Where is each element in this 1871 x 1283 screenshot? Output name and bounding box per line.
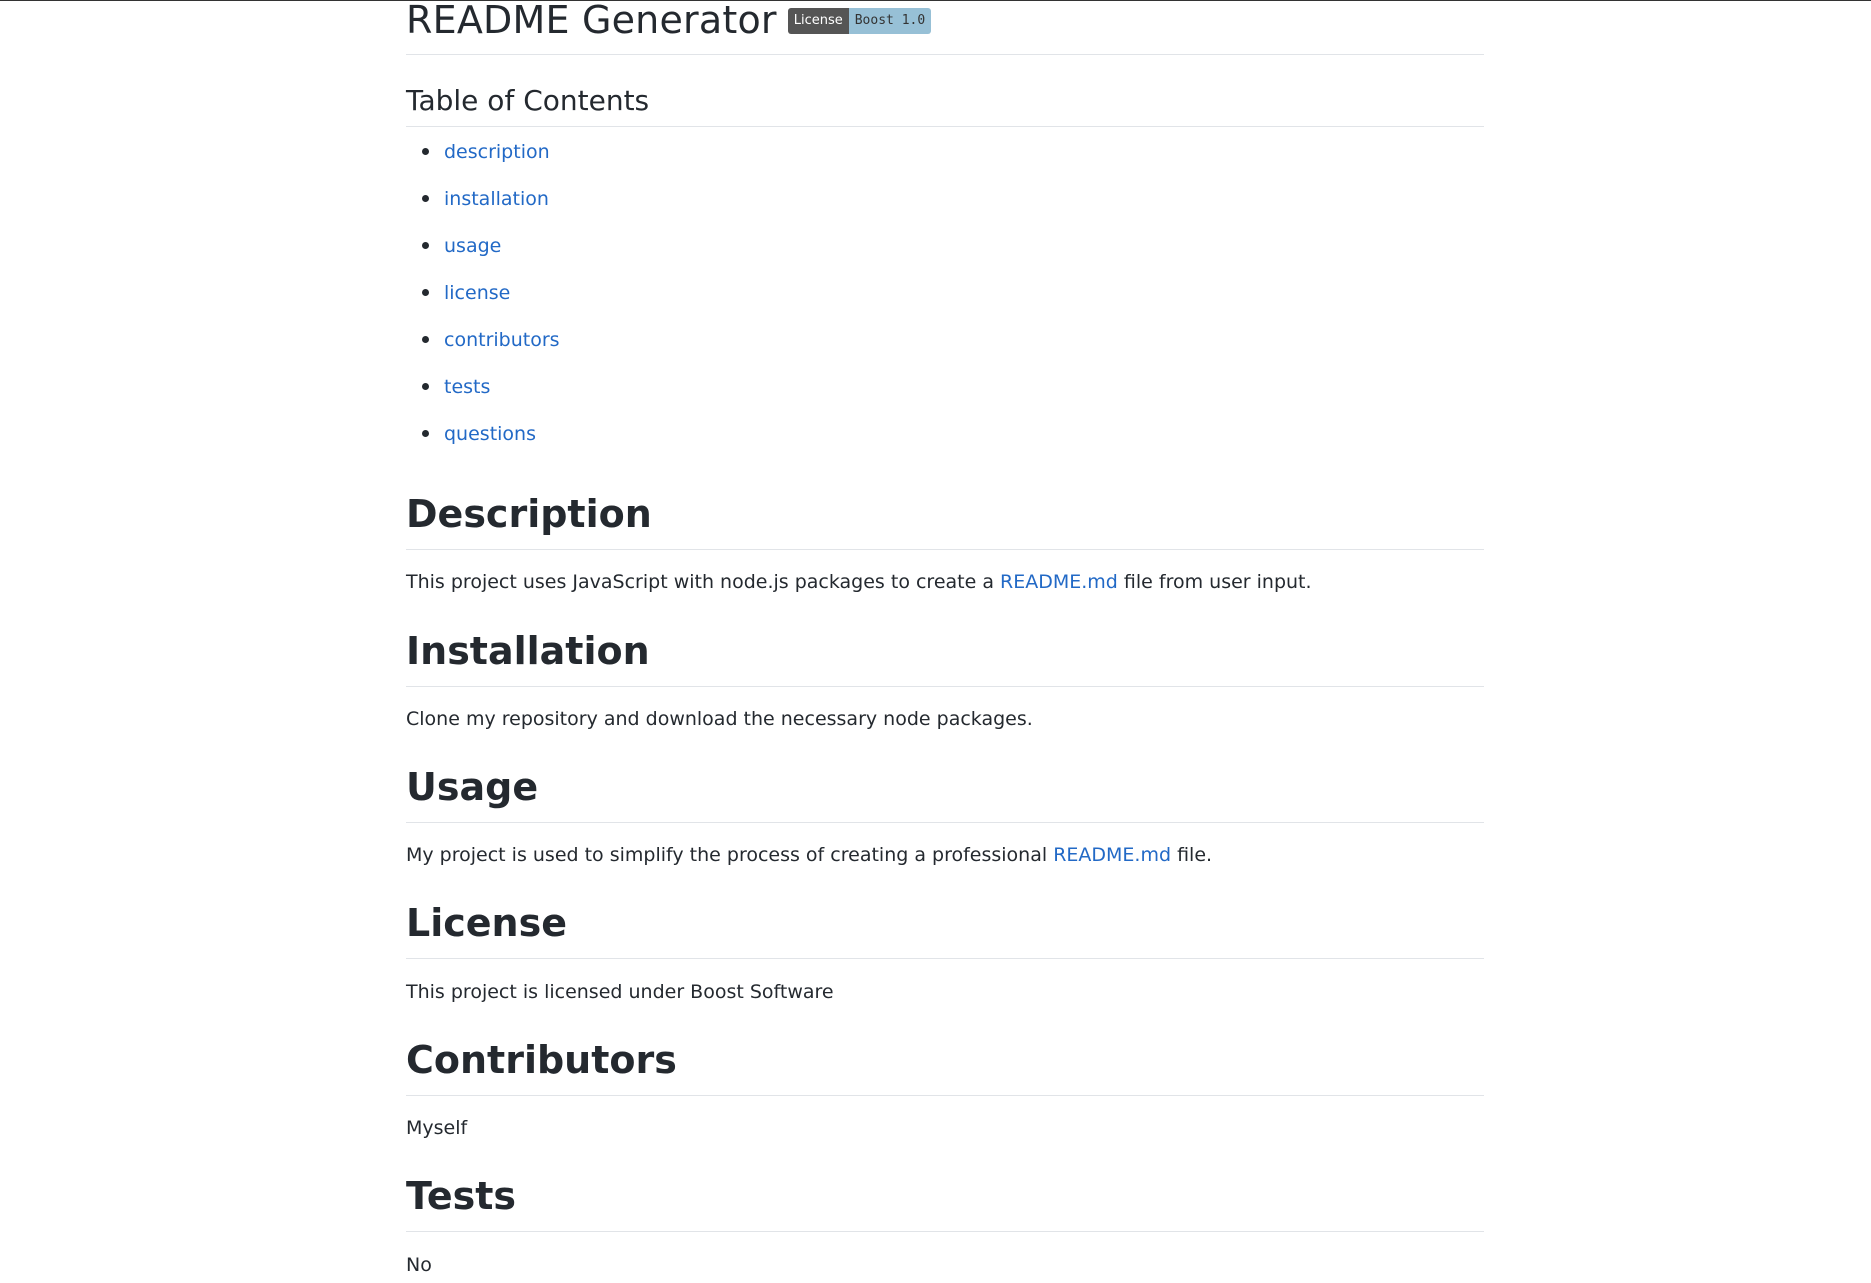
- toc-heading: Table of Contents: [406, 84, 1484, 127]
- contributors-text: Myself: [406, 1117, 468, 1139]
- usage-text: [406, 843, 1212, 867]
- tests-heading: Tests: [406, 1173, 1484, 1232]
- toc-link-contributors[interactable]: contributors: [444, 329, 560, 351]
- page-title: README Generator: [406, 0, 777, 42]
- toc-item-description: [406, 140, 560, 187]
- contributors-heading: Contributors: [406, 1037, 1484, 1096]
- readme-link[interactable]: README.md: [1000, 571, 1118, 593]
- description-text: [406, 570, 1312, 594]
- toc-link-description[interactable]: description: [444, 141, 550, 163]
- license-badge[interactable]: [788, 8, 931, 34]
- toc-item-usage: [406, 234, 560, 281]
- license-badge-value: Boost 1.0: [849, 8, 931, 34]
- toc-link-installation[interactable]: installation: [444, 188, 549, 210]
- toc-list: [406, 140, 560, 469]
- toc-link-questions[interactable]: questions: [444, 423, 536, 445]
- toc-item-questions: [406, 422, 560, 469]
- toc-item-license: [406, 281, 560, 328]
- usage-heading: Usage: [406, 764, 1484, 823]
- toc-link-usage[interactable]: usage: [444, 235, 502, 257]
- license-text: This project is licensed under Boost Software: [406, 981, 834, 1003]
- usage-text-after: file.: [1171, 844, 1213, 866]
- description-heading: Description: [406, 491, 1484, 550]
- toc-link-tests[interactable]: tests: [444, 376, 491, 398]
- installation-text: Clone my repository and download the necessary node packages.: [406, 708, 1033, 730]
- license-badge-label: License: [788, 8, 849, 34]
- page-title-row: [406, 0, 1484, 55]
- description-text-before: This project uses JavaScript with node.js packages to create a: [406, 571, 1001, 593]
- toc-item-installation: [406, 187, 560, 234]
- toc-item-tests: [406, 375, 560, 422]
- description-text-after: file from user input.: [1117, 571, 1312, 593]
- toc-item-contributors: [406, 328, 560, 375]
- tests-text: No: [406, 1254, 432, 1276]
- installation-heading: Installation: [406, 628, 1484, 687]
- readme-link[interactable]: README.md: [1053, 844, 1172, 866]
- usage-text-before: My project is used to simplify the process of creating a professional: [406, 844, 1054, 866]
- license-heading: License: [406, 900, 1484, 959]
- toc-link-license[interactable]: license: [444, 282, 511, 304]
